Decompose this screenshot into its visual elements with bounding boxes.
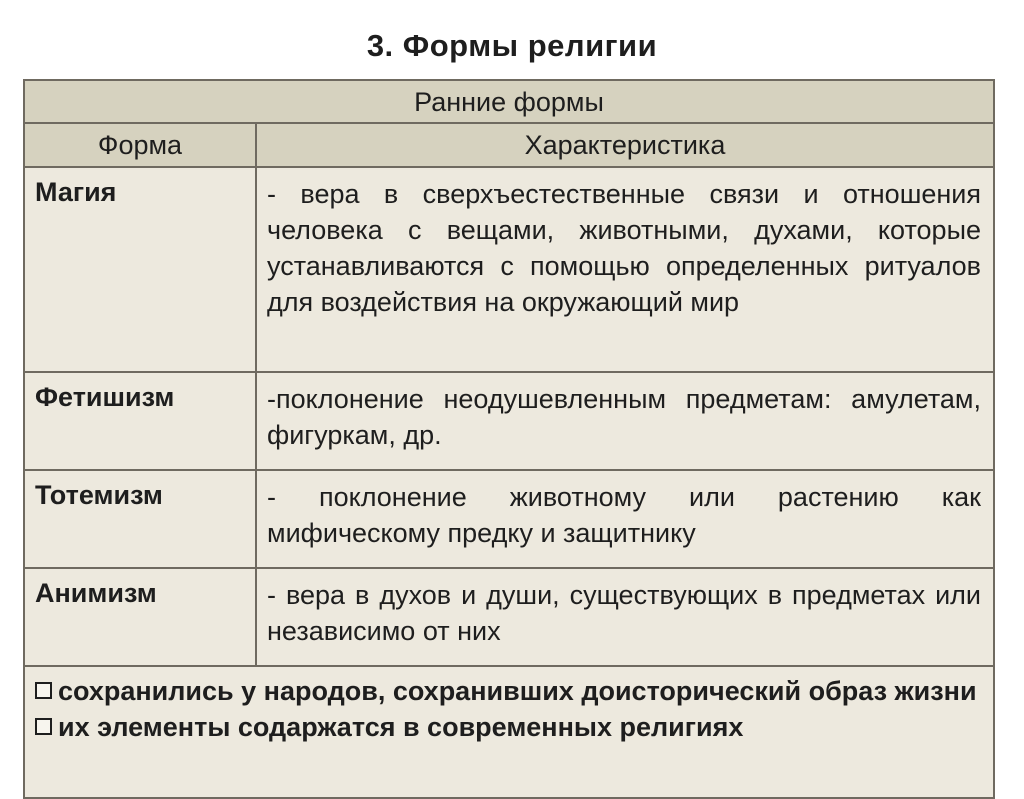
table-row xyxy=(24,470,994,568)
column-header-characteristic: Характеристика xyxy=(256,123,994,167)
note-item xyxy=(35,673,981,709)
note-item xyxy=(35,709,981,745)
section-header-row xyxy=(24,80,994,123)
form-description: - поклонение животному или растению как мифическому предку и защитнику xyxy=(256,470,994,568)
form-description: - вера в духов и души, существующих в предметах или независимо от них xyxy=(256,568,994,666)
form-name: Магия xyxy=(24,167,256,372)
checkbox-bullet-icon xyxy=(35,682,52,699)
form-description: - вера в сверхъестественные связи и отношения человека с вещами, животными, духами, которые устанавливаются с помощью определенных ритуалов для воздействия на окружающий мир xyxy=(256,167,994,372)
column-header-row xyxy=(24,123,994,167)
notes-cell xyxy=(24,666,994,798)
notes-row xyxy=(24,666,994,798)
form-name: Фетишизм xyxy=(24,372,256,470)
column-header-form: Форма xyxy=(24,123,256,167)
form-name: Анимизм xyxy=(24,568,256,666)
form-name: Тотемизм xyxy=(24,470,256,568)
checkbox-bullet-icon xyxy=(35,718,52,735)
note-text: сохранились у народов, сохранивших доисторический образ жизни xyxy=(58,676,977,706)
note-text: их элементы содаржатся в современных религиях xyxy=(58,712,744,742)
religion-forms-table xyxy=(23,79,995,799)
table-row xyxy=(24,167,994,372)
table-row xyxy=(24,568,994,666)
form-description: -поклонение неодушевленным предметам: амулетам, фигуркам, др. xyxy=(256,372,994,470)
section-header: Ранние формы xyxy=(24,80,994,123)
slide-title: 3. Формы религии xyxy=(366,28,658,63)
table-row xyxy=(24,372,994,470)
